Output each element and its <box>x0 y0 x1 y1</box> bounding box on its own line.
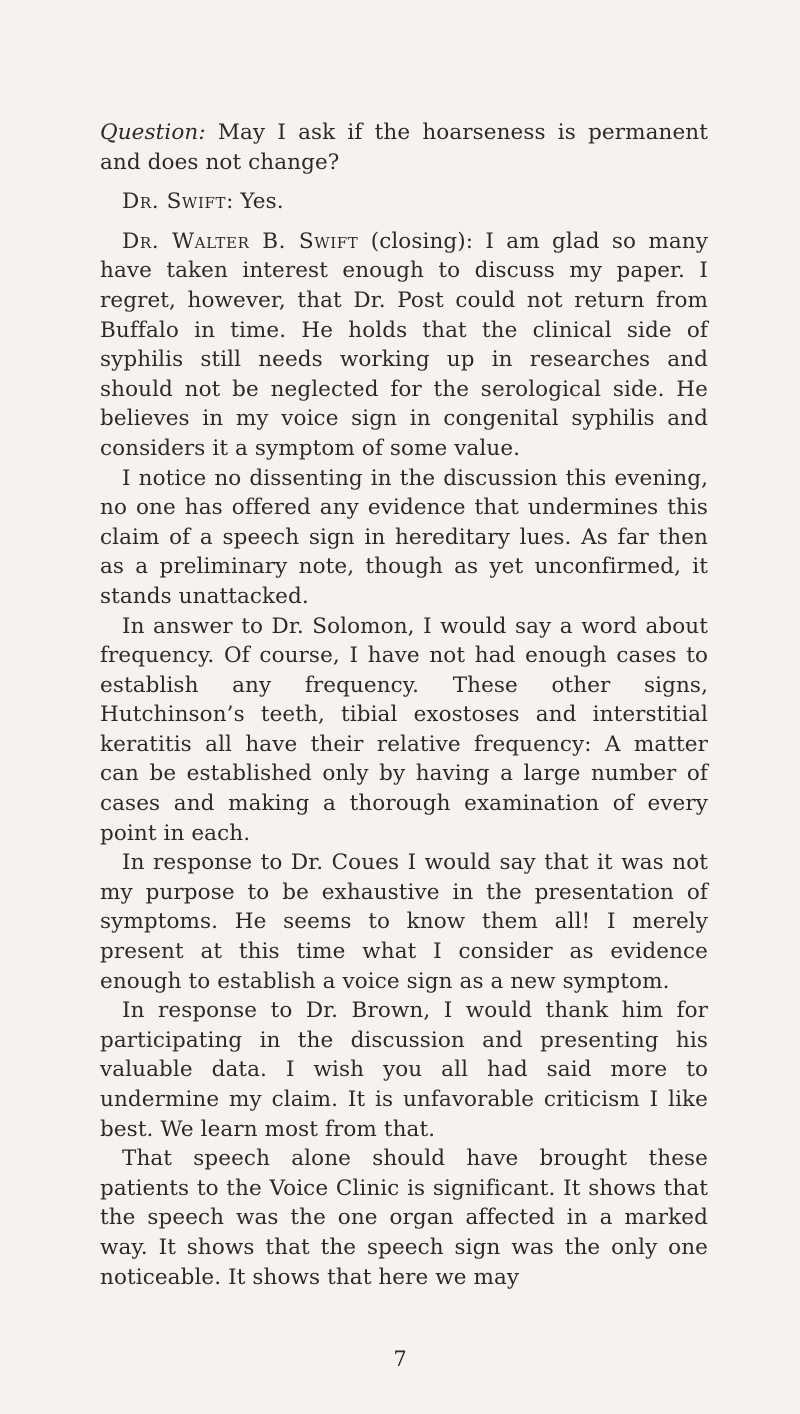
closing-text-1: (closing): I am glad so many have taken interest enough to discuss my paper. I regret, however, that Dr. Post could not return from Buffalo in time. He holds that the clinical side of syphilis still needs working up in researches and should not be neglected for the serological side. He believes in my voice sign in congenital syphilis and considers it a symptom of some value. <box>100 228 708 461</box>
question-label: Question: <box>100 120 206 145</box>
closing-paragraph-3: In answer to Dr. Solomon, I would say a word about frequency. Of course, I have not had enough cases to establish any frequency. These other signs, Hutchinson’s teeth, tibial exostoses and interstitial keratitis all have their relative frequency: A matter can be established only by having a large number of cases and making a thorough examination of every point in each. <box>100 613 708 846</box>
closing-paragraph-1 <box>100 227 708 464</box>
answer-text: : Yes. <box>226 189 284 215</box>
page-body <box>100 118 708 1292</box>
answer-paragraph <box>100 187 708 217</box>
closing-paragraph-2: I notice no dissenting in the discussion this evening, no one has offered any evidence that undermines this claim of a speech sign in hereditary lues. As far then as a preliminary note, though as yet unconfirmed, it stands unattacked. <box>100 465 708 609</box>
question-paragraph <box>100 118 708 177</box>
closing-paragraph-4: In response to Dr. Coues I would say that it was not my purpose to be exhaustive in the presentation of symptoms. He seems to know them all! I merely present at this time what I consider as evidence enough to establish a voice sign as a new symptom. <box>100 850 708 994</box>
closing-paragraph-6: That speech alone should have brought these patients to the Voice Clinic is significant. It shows that the speech was the one organ affected in a marked way. It shows that the speech sign was the only one noticeable. It shows that here we may <box>100 1146 708 1290</box>
answer-speaker: Dr. Swift <box>122 189 227 215</box>
closing-speaker: Dr. Walter B. Swift <box>122 228 359 254</box>
question-text: May I ask if the hoarseness is permanent and does not change? <box>100 120 708 175</box>
closing-paragraph-5: In response to Dr. Brown, I would thank him for participating in the discussion and presenting his valuable data. I wish you all had said more to undermine my claim. It is unfavorable criticism I like best. We learn most from that. <box>100 998 708 1142</box>
page-number: 7 <box>393 1347 407 1371</box>
